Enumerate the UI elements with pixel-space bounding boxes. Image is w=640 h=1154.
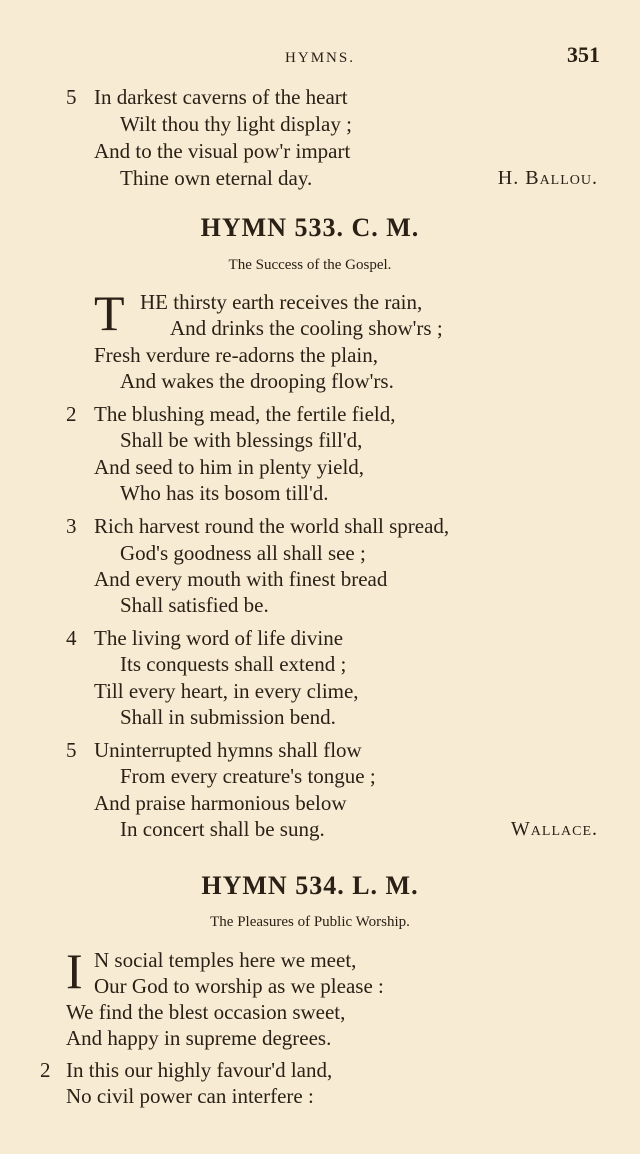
verse-line: And to the visual pow'r impart [94, 139, 351, 163]
drop-cap: T [94, 285, 125, 341]
verse-line: Thine own eternal day. [120, 166, 313, 190]
stanza-number: 5 [66, 85, 77, 109]
verse-line: Fresh verdure re-adorns the plain, [94, 343, 378, 367]
hymn-subtitle: The Success of the Gospel. [228, 257, 392, 273]
verse-line: God's goodness all shall see ; [120, 541, 366, 565]
hymn-author: Wallace. [510, 818, 598, 840]
verse-line: Wilt thou thy light display ; [120, 112, 352, 136]
verse-line: N social temples here we meet, [94, 948, 357, 972]
hymn-title: HYMN 534. L. M. [201, 871, 419, 900]
verse-line: No civil power can interfere : [66, 1084, 314, 1108]
verse-line: In concert shall be sung. [120, 817, 325, 841]
verse-line: In darkest caverns of the heart [94, 85, 348, 109]
verse-line: Uninterrupted hymns shall flow [94, 738, 362, 762]
hymn-title: HYMN 533. C. M. [200, 213, 420, 242]
verse-line: HE thirsty earth receives the rain, [140, 290, 423, 314]
verse-line: And every mouth with finest bread [94, 567, 388, 591]
hymn-author: H. Ballou. [497, 167, 598, 189]
drop-cap: I [66, 943, 83, 999]
verse-line: From every creature's tongue ; [120, 764, 376, 788]
verse-line: Shall be with blessings fill'd, [120, 428, 363, 452]
verse-line: And happy in supreme degrees. [66, 1026, 332, 1050]
verse-line: Till every heart, in every clime, [94, 679, 359, 703]
verse-line: Shall in submission bend. [120, 705, 336, 729]
verse-line: And drinks the cooling show'rs ; [170, 316, 443, 340]
stanza-number: 3 [66, 514, 77, 538]
stanza-number: 5 [66, 738, 77, 762]
verse-line: Shall satisfied be. [120, 593, 269, 617]
stanza-number: 4 [66, 626, 77, 650]
verse-line: The living word of life divine [94, 626, 344, 650]
stanza-number: 2 [40, 1058, 51, 1082]
verse-line: We find the blest occasion sweet, [66, 1000, 346, 1024]
verse-line: Rich harvest round the world shall spread, [94, 514, 450, 538]
stanza-number: 2 [66, 402, 77, 426]
verse-line: The blushing mead, the fertile field, [94, 402, 396, 426]
verse-line: Who has its bosom till'd. [120, 481, 329, 505]
verse-line: And seed to him in plenty yield, [94, 455, 365, 479]
verse-line: And praise harmonious below [94, 791, 347, 815]
verse-line: And wakes the drooping flow'rs. [120, 369, 394, 393]
verse-line: In this our highly favour'd land, [66, 1058, 333, 1082]
verse-line: Its conquests shall extend ; [120, 652, 347, 676]
hymn-subtitle: The Pleasures of Public Worship. [210, 914, 410, 930]
verse-line: Our God to worship as we please : [94, 974, 384, 998]
running-head: HYMNS. [285, 50, 355, 66]
page-number: 351 [567, 42, 600, 67]
